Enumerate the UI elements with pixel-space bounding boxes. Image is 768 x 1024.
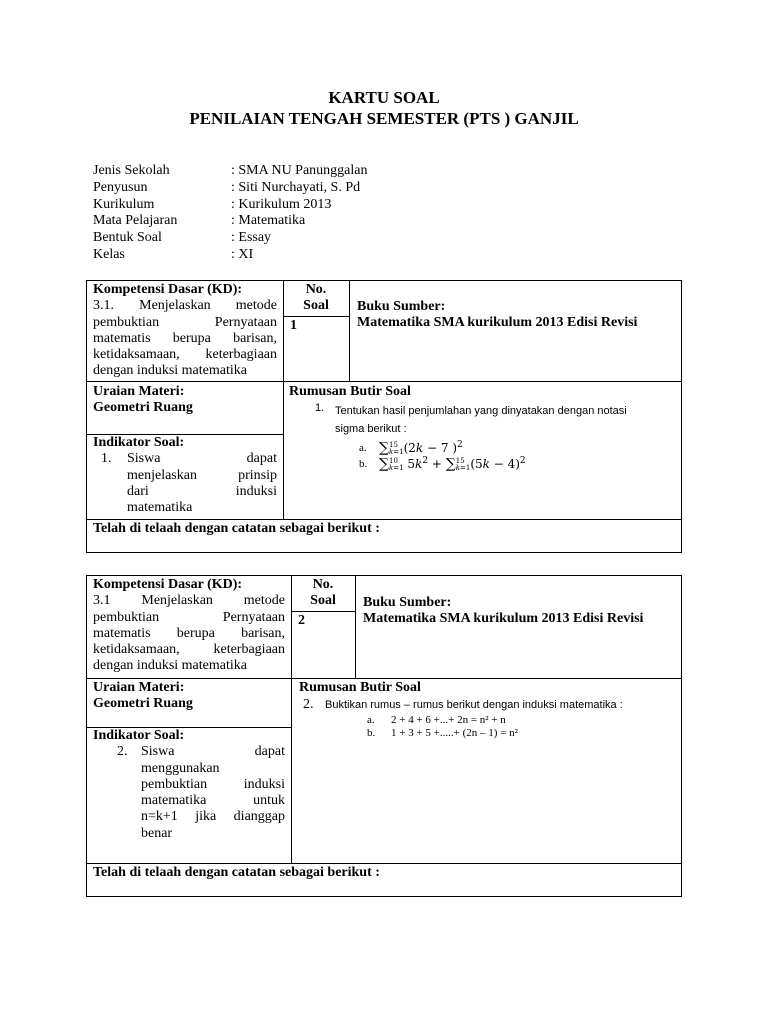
- rumusan-label: Rumusan Butir Soal: [289, 384, 411, 399]
- kd-line: matematis berupa barisan,: [93, 625, 285, 641]
- kd-line: pembuktian Pernyataan: [93, 609, 285, 625]
- indikator-soal: Indikator Soal: 2. Siswa dapat menggunakan pembuktian induksi matematika untuk n=k+1 jika dianggap benar: [93, 728, 285, 841]
- no-soal-header: No. Soal: [303, 282, 329, 314]
- item-b: b. ∑ 10 k=1 $5k^2$ + ∑ 15 k=1 $(5k - 4)^2$: [359, 456, 526, 472]
- uraian-value: Geometri Ruang: [93, 696, 193, 712]
- rumusan-label: Rumusan Butir Soal: [299, 680, 421, 695]
- info-row-kelas: Kelas : XI: [93, 246, 254, 262]
- buku-sumber-label: Buku Sumber:: [357, 299, 446, 314]
- uraian-materi: [93, 384, 277, 417]
- info-row-kurikulum: Kurikulum : Kurikulum 2013: [93, 196, 332, 212]
- indikator-number: 1.: [101, 451, 112, 467]
- sigma-expression-a: ∑ 15 k=1 (2k − 7 )$^2$: [379, 440, 463, 456]
- item-b: b. 1 + 3 + 5 +.....+ (2n – 1) = n²: [367, 727, 518, 739]
- no-soal-value: 1: [290, 318, 297, 333]
- question-text: Buktikan rumus – rumus berikut dengan induksi matematika :: [325, 699, 623, 711]
- indikator-label: Indikator Soal:: [93, 435, 185, 450]
- buku-sumber-label: Buku Sumber:: [363, 595, 452, 610]
- formula-a: 2 + 4 + 6 +...+ 2n = n² + n: [391, 714, 506, 726]
- telaah-note: Telah di telaah dengan catatan sebagai berikut :: [93, 865, 380, 880]
- question-number: 1.: [315, 402, 325, 414]
- info-row-jenis-sekolah: Jenis Sekolah : SMA NU Panunggalan: [93, 163, 368, 178]
- indikator-number: 2.: [117, 744, 128, 760]
- question-number: 2.: [303, 697, 314, 712]
- rumusan-butir-soal: [299, 680, 679, 739]
- uraian-materi: [93, 680, 285, 713]
- kd-line: matematis berupa barisan,: [93, 330, 277, 346]
- kd-cell: [93, 282, 277, 380]
- question-text: Tentukan hasil penjumlahan yang dinyatakan dengan notasi: [335, 405, 627, 417]
- page-title: KARTU SOAL: [328, 88, 440, 107]
- sigma-expression-b: ∑ 10 k=1 $5k^2$ + ∑ 15 k=1 $(5k - 4)^2$: [379, 456, 526, 472]
- uraian-value: Geometri Ruang: [93, 400, 193, 416]
- page-subtitle: PENILAIAN TENGAH SEMESTER (PTS ) GANJIL: [189, 109, 579, 128]
- buku-sumber: [357, 299, 677, 332]
- kd-line: pembuktian Pernyataan: [93, 314, 277, 330]
- question-card-2: [86, 575, 682, 897]
- info-row-bentuk-soal: Bentuk Soal : Essay: [93, 230, 272, 246]
- kd-label: Kompetensi Dasar (KD):: [93, 577, 243, 592]
- indikator-soal: Indikator Soal: 1. Siswa dapat menjelaskan prinsip dari induksi matematika: [93, 435, 277, 516]
- info-row-mata-pelajaran: Mata Pelajaran : Matematika: [93, 213, 306, 229]
- kd-line: 3.1. Menjelaskan metode: [93, 298, 277, 314]
- uraian-label: Uraian Materi:: [93, 384, 185, 399]
- kd-cell: [93, 577, 285, 675]
- kd-line: 3.1 Menjelaskan metode: [93, 593, 285, 609]
- rumusan-butir-soal: [289, 384, 679, 472]
- kd-line: dengan induksi matematika: [93, 363, 247, 379]
- kd-line: dengan induksi matematika: [93, 658, 247, 674]
- uraian-label: Uraian Materi:: [93, 680, 185, 695]
- question-text: sigma berikut :: [335, 423, 407, 435]
- info-row-penyusun: Penyusun : Siti Nurchayati, S. Pd: [93, 179, 361, 195]
- kd-line: ketidaksamaan, keterbagiaan: [93, 347, 277, 363]
- no-soal-header: No. Soal: [310, 577, 336, 609]
- formula-b: 1 + 3 + 5 +.....+ (2n – 1) = n²: [391, 727, 518, 739]
- info-block: [93, 163, 368, 264]
- no-soal-value: 2: [298, 613, 305, 628]
- question-card-1: [86, 280, 682, 553]
- indikator-label: Indikator Soal:: [93, 728, 185, 743]
- buku-sumber: [363, 595, 679, 628]
- item-a: a. 2 + 4 + 6 +...+ 2n = n² + n: [367, 714, 506, 726]
- item-a: a. ∑ 15 k=1 (2k − 7 )$^2$: [359, 440, 463, 456]
- kd-label: Kompetensi Dasar (KD):: [93, 282, 243, 297]
- buku-sumber-value: Matematika SMA kurikulum 2013 Edisi Revisi: [357, 315, 638, 331]
- telaah-note: Telah di telaah dengan catatan sebagai berikut :: [93, 521, 380, 536]
- kd-line: ketidaksamaan, keterbagiaan: [93, 642, 285, 658]
- buku-sumber-value: Matematika SMA kurikulum 2013 Edisi Revisi: [363, 611, 644, 627]
